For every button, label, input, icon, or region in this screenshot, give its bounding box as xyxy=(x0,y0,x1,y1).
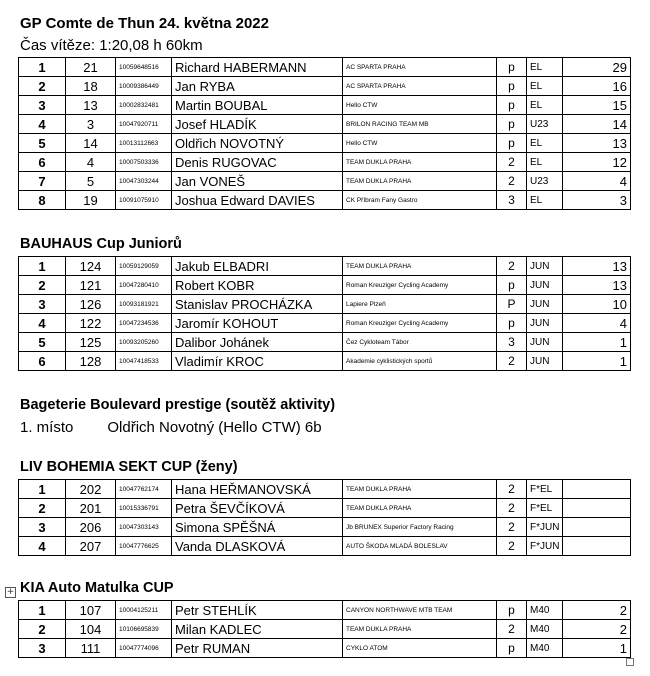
team-cell: TEAM DUKLA PRAHA xyxy=(343,620,497,639)
cat-cell: p xyxy=(497,276,527,295)
pts-cell: 14 xyxy=(563,115,631,134)
rank-cell: 6 xyxy=(19,352,66,371)
klass-cell: F*EL xyxy=(527,499,563,518)
pts-cell: 2 xyxy=(563,601,631,620)
kia-section-title: KIA Auto Matulka CUP xyxy=(20,580,174,596)
name-cell: Josef HLADÍK xyxy=(172,115,343,134)
table-row xyxy=(19,480,631,499)
rank-cell: 4 xyxy=(19,314,66,333)
table-row xyxy=(19,537,631,556)
name-cell: Joshua Edward DAVIES xyxy=(172,191,343,210)
team-cell: Lapiere Plzeň xyxy=(343,295,497,314)
cat-cell: 2 xyxy=(497,518,527,537)
uci-cell: 10106695839 xyxy=(116,620,172,639)
team-cell: TEAM DUKLA PRAHA xyxy=(343,153,497,172)
liv-results-table xyxy=(18,479,631,556)
table-row xyxy=(19,115,631,134)
klass-cell: U23 xyxy=(527,115,563,134)
cat-cell: 2 xyxy=(497,153,527,172)
klass-cell: EL xyxy=(527,96,563,115)
cat-cell: 3 xyxy=(497,333,527,352)
cat-cell: 2 xyxy=(497,480,527,499)
num-cell: 207 xyxy=(66,537,116,556)
num-cell: 111 xyxy=(66,639,116,658)
num-cell: 126 xyxy=(66,295,116,314)
uci-cell: 10047920711 xyxy=(116,115,172,134)
cat-cell: p xyxy=(497,77,527,96)
main-results-table xyxy=(18,57,631,210)
resize-square-icon[interactable] xyxy=(626,658,634,666)
cat-cell: P xyxy=(497,295,527,314)
num-cell: 4 xyxy=(66,153,116,172)
pts-cell: 1 xyxy=(563,333,631,352)
pts-cell xyxy=(563,537,631,556)
num-cell: 5 xyxy=(66,172,116,191)
num-cell: 122 xyxy=(66,314,116,333)
rank-cell: 8 xyxy=(19,191,66,210)
table-row xyxy=(19,601,631,620)
bageterie-result xyxy=(20,419,322,436)
cat-cell: p xyxy=(497,58,527,77)
cat-cell: p xyxy=(497,639,527,658)
num-cell: 128 xyxy=(66,352,116,371)
table-row xyxy=(19,314,631,333)
cat-cell: p xyxy=(497,134,527,153)
team-cell: Jb BRUNEX Superior Factory Racing xyxy=(343,518,497,537)
rank-cell: 3 xyxy=(19,518,66,537)
name-cell: Petr RUMAN xyxy=(172,639,343,658)
num-cell: 19 xyxy=(66,191,116,210)
pts-cell: 13 xyxy=(563,276,631,295)
num-cell: 13 xyxy=(66,96,116,115)
table-row xyxy=(19,58,631,77)
cat-cell: 2 xyxy=(497,257,527,276)
bageterie-winner: Oldřich Novotný (Hello CTW) 6b xyxy=(107,419,322,436)
uci-cell: 10059648516 xyxy=(116,58,172,77)
team-cell: Hello CTW xyxy=(343,96,497,115)
team-cell: TEAM DUKLA PRAHA xyxy=(343,499,497,518)
team-cell: CK Příbram Fany Gastro xyxy=(343,191,497,210)
cat-cell: p xyxy=(497,314,527,333)
team-cell: AC SPARTA PRAHA xyxy=(343,58,497,77)
team-cell: AC SPARTA PRAHA xyxy=(343,77,497,96)
uci-cell: 10015336791 xyxy=(116,499,172,518)
name-cell: Petr STEHLÍK xyxy=(172,601,343,620)
num-cell: 21 xyxy=(66,58,116,77)
uci-cell: 10047234536 xyxy=(116,314,172,333)
bauhaus-results-table xyxy=(18,256,631,371)
rank-cell: 5 xyxy=(19,333,66,352)
klass-cell: M40 xyxy=(527,639,563,658)
table-row xyxy=(19,153,631,172)
rank-cell: 5 xyxy=(19,134,66,153)
rank-cell: 1 xyxy=(19,58,66,77)
team-cell: BRILON RACING TEAM MB xyxy=(343,115,497,134)
name-cell: Richard HABERMANN xyxy=(172,58,343,77)
pts-cell: 4 xyxy=(563,314,631,333)
rank-cell: 7 xyxy=(19,172,66,191)
rank-cell: 4 xyxy=(19,537,66,556)
table-row xyxy=(19,191,631,210)
pts-cell: 1 xyxy=(563,639,631,658)
klass-cell: F*JUN xyxy=(527,537,563,556)
move-cross-icon[interactable]: + xyxy=(6,587,15,597)
klass-cell: EL xyxy=(527,58,563,77)
uci-cell: 10004125211 xyxy=(116,601,172,620)
pts-cell: 4 xyxy=(563,172,631,191)
name-cell: Vladimír KROC xyxy=(172,352,343,371)
num-cell: 121 xyxy=(66,276,116,295)
uci-cell: 10093205260 xyxy=(116,333,172,352)
klass-cell: JUN xyxy=(527,295,563,314)
table-row xyxy=(19,352,631,371)
uci-cell: 10093181921 xyxy=(116,295,172,314)
pts-cell xyxy=(563,518,631,537)
klass-cell: U23 xyxy=(527,172,563,191)
klass-cell: JUN xyxy=(527,257,563,276)
name-cell: Stanislav PROCHÁZKA xyxy=(172,295,343,314)
uci-cell: 10047774096 xyxy=(116,639,172,658)
rank-cell: 2 xyxy=(19,620,66,639)
rank-cell: 3 xyxy=(19,96,66,115)
table-row xyxy=(19,77,631,96)
uci-cell: 10059129059 xyxy=(116,257,172,276)
klass-cell: EL xyxy=(527,134,563,153)
pts-cell: 1 xyxy=(563,352,631,371)
rank-cell: 2 xyxy=(19,276,66,295)
team-cell: AUTO ŠKODA MLADÁ BOLESLAV xyxy=(343,537,497,556)
bageterie-section-title: Bageterie Boulevard prestige (soutěž aktivity) xyxy=(20,397,336,413)
cat-cell: 2 xyxy=(497,172,527,191)
uci-cell: 10047776625 xyxy=(116,537,172,556)
pts-cell xyxy=(563,499,631,518)
num-cell: 104 xyxy=(66,620,116,639)
uci-cell: 10009386449 xyxy=(116,77,172,96)
cat-cell: 3 xyxy=(497,191,527,210)
team-cell: Roman Kreuziger Cycling Academy xyxy=(343,276,497,295)
klass-cell: JUN xyxy=(527,333,563,352)
rank-cell: 4 xyxy=(19,115,66,134)
table-row xyxy=(19,499,631,518)
pts-cell: 2 xyxy=(563,620,631,639)
table-row xyxy=(19,276,631,295)
klass-cell: M40 xyxy=(527,601,563,620)
name-cell: Oldřich NOVOTNÝ xyxy=(172,134,343,153)
table-row xyxy=(19,134,631,153)
rank-cell: 3 xyxy=(19,295,66,314)
table-row xyxy=(19,620,631,639)
klass-cell: EL xyxy=(527,77,563,96)
pts-cell xyxy=(563,480,631,499)
name-cell: Jan VONEŠ xyxy=(172,172,343,191)
klass-cell: EL xyxy=(527,191,563,210)
uci-cell: 10007503336 xyxy=(116,153,172,172)
rank-cell: 1 xyxy=(19,601,66,620)
uci-cell: 10047303244 xyxy=(116,172,172,191)
name-cell: Simona SPĚŠNÁ xyxy=(172,518,343,537)
table-row xyxy=(19,96,631,115)
num-cell: 202 xyxy=(66,480,116,499)
uci-cell: 10002832481 xyxy=(116,96,172,115)
name-cell: Jakub ELBADRI xyxy=(172,257,343,276)
rank-cell: 3 xyxy=(19,639,66,658)
winner-time: Čas vítěze: 1:20,08 h 60km xyxy=(20,37,203,54)
pts-cell: 16 xyxy=(563,77,631,96)
name-cell: Hana HEŘMANOVSKÁ xyxy=(172,480,343,499)
num-cell: 3 xyxy=(66,115,116,134)
team-cell: CYKLO ATOM xyxy=(343,639,497,658)
table-row xyxy=(19,257,631,276)
pts-cell: 13 xyxy=(563,134,631,153)
table-row xyxy=(19,333,631,352)
klass-cell: JUN xyxy=(527,276,563,295)
name-cell: Petra ŠEVČÍKOVÁ xyxy=(172,499,343,518)
num-cell: 124 xyxy=(66,257,116,276)
name-cell: Denis RUGOVAC xyxy=(172,153,343,172)
num-cell: 18 xyxy=(66,77,116,96)
cat-cell: 2 xyxy=(497,499,527,518)
uci-cell: 10091075910 xyxy=(116,191,172,210)
cat-cell: 2 xyxy=(497,352,527,371)
liv-section-title: LIV BOHEMIA SEKT CUP (ženy) xyxy=(20,459,238,475)
rank-cell: 2 xyxy=(19,499,66,518)
uci-cell: 10047762174 xyxy=(116,480,172,499)
team-cell: CANYON NORTHWAVE MTB TEAM xyxy=(343,601,497,620)
klass-cell: JUN xyxy=(527,314,563,333)
uci-cell: 10047418533 xyxy=(116,352,172,371)
pts-cell: 3 xyxy=(563,191,631,210)
uci-cell: 10047280410 xyxy=(116,276,172,295)
uci-cell: 10047303143 xyxy=(116,518,172,537)
pts-cell: 10 xyxy=(563,295,631,314)
team-cell: TEAM DUKLA PRAHA xyxy=(343,172,497,191)
pts-cell: 13 xyxy=(563,257,631,276)
rank-cell: 6 xyxy=(19,153,66,172)
team-cell: TEAM DUKLA PRAHA xyxy=(343,257,497,276)
name-cell: Robert KOBR xyxy=(172,276,343,295)
cat-cell: 2 xyxy=(497,537,527,556)
klass-cell: JUN xyxy=(527,352,563,371)
rank-cell: 1 xyxy=(19,480,66,499)
name-cell: Milan KADLEC xyxy=(172,620,343,639)
team-cell: Čez Cykloteam Tábor xyxy=(343,333,497,352)
pts-cell: 15 xyxy=(563,96,631,115)
num-cell: 14 xyxy=(66,134,116,153)
kia-results-table xyxy=(18,600,631,658)
team-cell: Hello CTW xyxy=(343,134,497,153)
cat-cell: p xyxy=(497,96,527,115)
table-row xyxy=(19,295,631,314)
name-cell: Jaromír KOHOUT xyxy=(172,314,343,333)
table-row xyxy=(19,172,631,191)
klass-cell: F*EL xyxy=(527,480,563,499)
uci-cell: 10013112663 xyxy=(116,134,172,153)
klass-cell: M40 xyxy=(527,620,563,639)
name-cell: Martin BOUBAL xyxy=(172,96,343,115)
pts-cell: 12 xyxy=(563,153,631,172)
page-title: GP Comte de Thun 24. května 2022 xyxy=(20,15,269,32)
num-cell: 206 xyxy=(66,518,116,537)
team-cell: Akademie cyklistických sportů xyxy=(343,352,497,371)
name-cell: Vanda DLASKOVÁ xyxy=(172,537,343,556)
pts-cell: 29 xyxy=(563,58,631,77)
table-row xyxy=(19,639,631,658)
num-cell: 125 xyxy=(66,333,116,352)
team-cell: Roman Kreuziger Cycling Academy xyxy=(343,314,497,333)
cat-cell: 2 xyxy=(497,620,527,639)
table-row xyxy=(19,518,631,537)
rank-cell: 2 xyxy=(19,77,66,96)
cat-cell: p xyxy=(497,115,527,134)
num-cell: 107 xyxy=(66,601,116,620)
rank-cell: 1 xyxy=(19,257,66,276)
klass-cell: F*JUN xyxy=(527,518,563,537)
cat-cell: p xyxy=(497,601,527,620)
klass-cell: EL xyxy=(527,153,563,172)
bauhaus-section-title: BAUHAUS Cup Juniorů xyxy=(20,236,182,252)
team-cell: TEAM DUKLA PRAHA xyxy=(343,480,497,499)
bageterie-place: 1. místo xyxy=(20,419,74,436)
name-cell: Dalibor Johánek xyxy=(172,333,343,352)
name-cell: Jan RYBA xyxy=(172,77,343,96)
num-cell: 201 xyxy=(66,499,116,518)
